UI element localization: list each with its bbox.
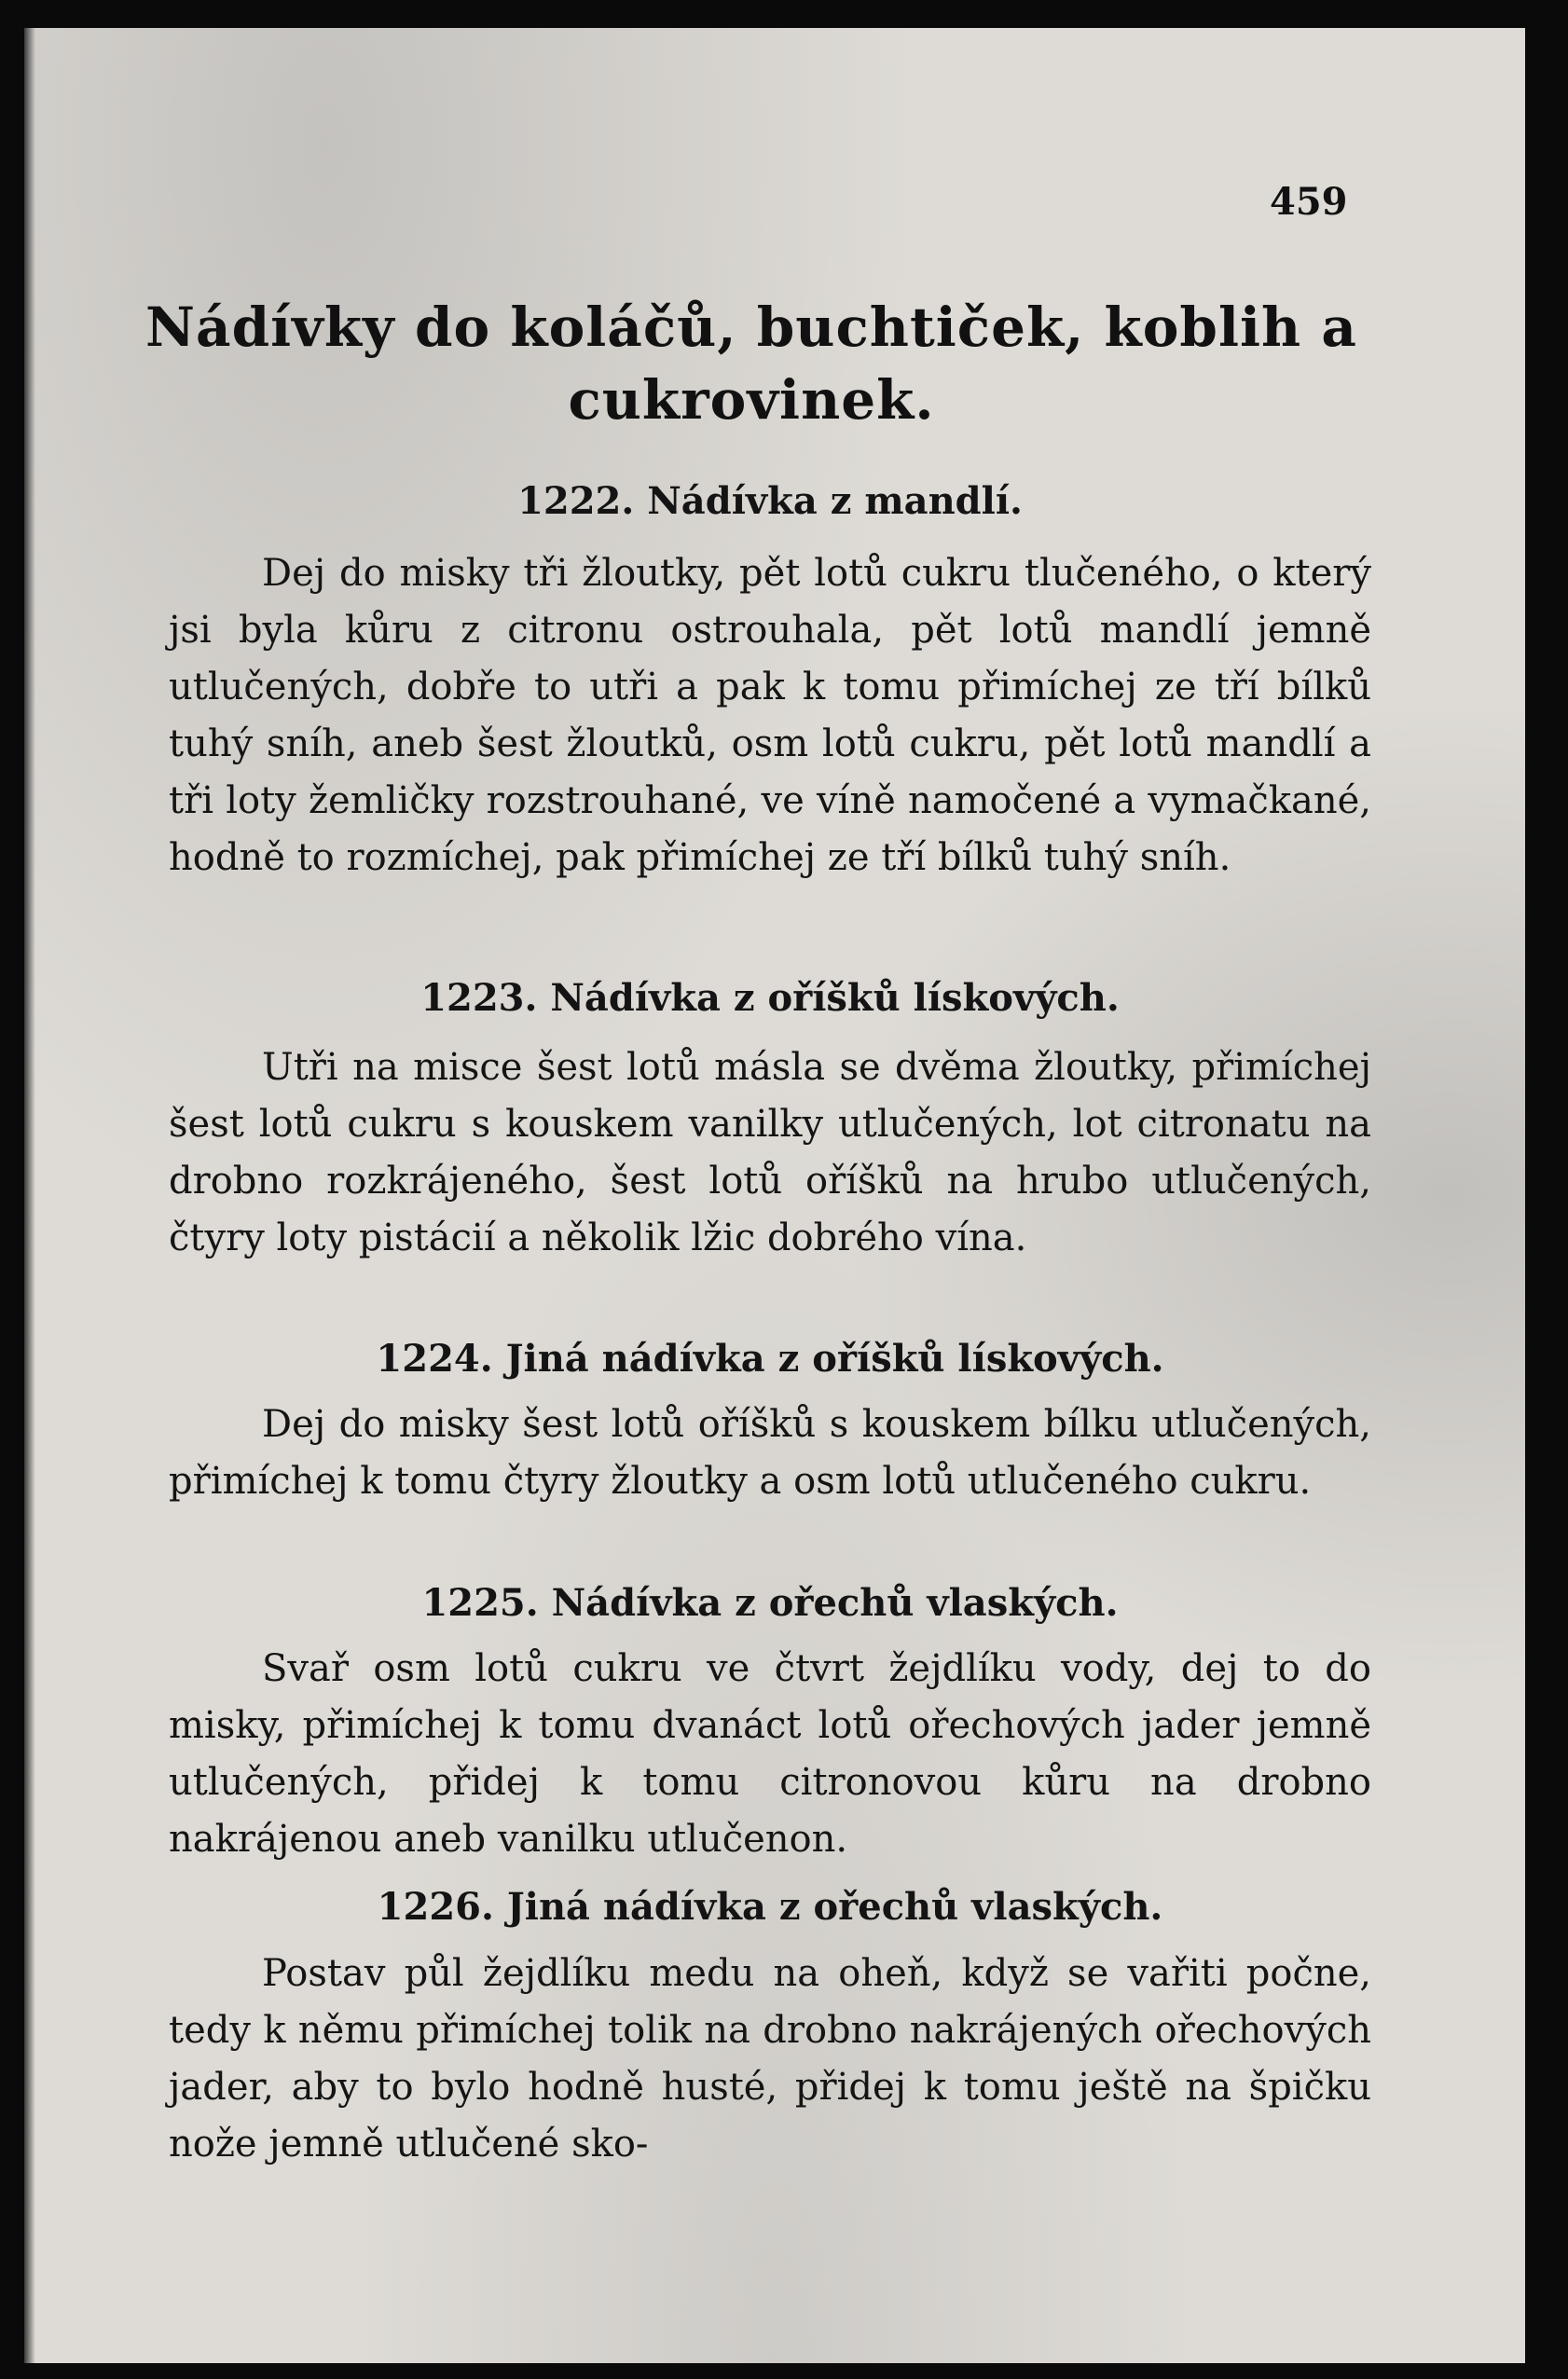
recipe-text: Dej do misky šest lotů oříšků s kouskem bílku utlučených, přimíchej k tomu čtyry žloutky a osm lotů utlučeného cukru. [169, 1403, 1371, 1503]
page-number: 459 [1270, 180, 1348, 224]
recipe-heading: 1225. Nádívka z ořechů vlaských. [421, 1581, 1119, 1625]
recipe-heading: 1223. Nádívka z oříšků lískových. [420, 976, 1120, 1020]
recipe-text: Utři na misce šest lotů másla se dvěma žloutky, přimíchej šest lotů cukru s kouskem vanilky utlučených, lot citronatu na drobno rozkrájeného, šest lotů oříšků na hrubo utlučených, čtyry loty pistácií a několik lžic dobrého vína. [169, 1046, 1371, 1259]
recipe-text: Svař osm lotů cukru ve čtvrt žejdlíku vody, dej to do misky, přimíchej k tomu dvanáct lotů ořechových jader jemně utlučených, přidej k tomu citronovou kůru na drobno nakrájenou aneb vanilku utlučenon. [169, 1647, 1371, 1861]
page-title: Nádívky do koláčů, buchtiček, koblih a cukrovinek. [144, 296, 1357, 432]
page-spine-shadow [24, 28, 35, 2363]
recipe-heading: 1222. Nádívka z mandlí. [517, 479, 1023, 523]
recipe-heading: 1224. Jiná nádívka z oříšků lískových. [376, 1337, 1164, 1381]
recipe-heading: 1226. Jiná nádívka z ořechů vlaských. [377, 1885, 1163, 1929]
recipe-text: Dej do misky tři žloutky, pět lotů cukru tlučeného, o který jsi byla kůru z citronu ostrouhala, pět lotů mandlí jemně utlučených, dobře to utři a pak k tomu přimíchej ze tří bílků tuhý sníh, aneb šest žloutků, osm lotů cukru, pět lotů mandlí a tři loty žemličky rozstrouhané, ve víně namočené a vymačkané, hodně to rozmíchej, pak přimíchej ze tří bílků tuhý sníh. [169, 552, 1371, 879]
book-page [24, 28, 1525, 2363]
recipe-text: Postav půl žejdlíku medu na oheň, když se vařiti počne, tedy k němu přimíchej tolik na drobno nakrájených ořechových jader, aby to bylo hodně husté, přidej k tomu ještě na špičku nože jemně utlučené sko- [169, 1952, 1371, 2166]
